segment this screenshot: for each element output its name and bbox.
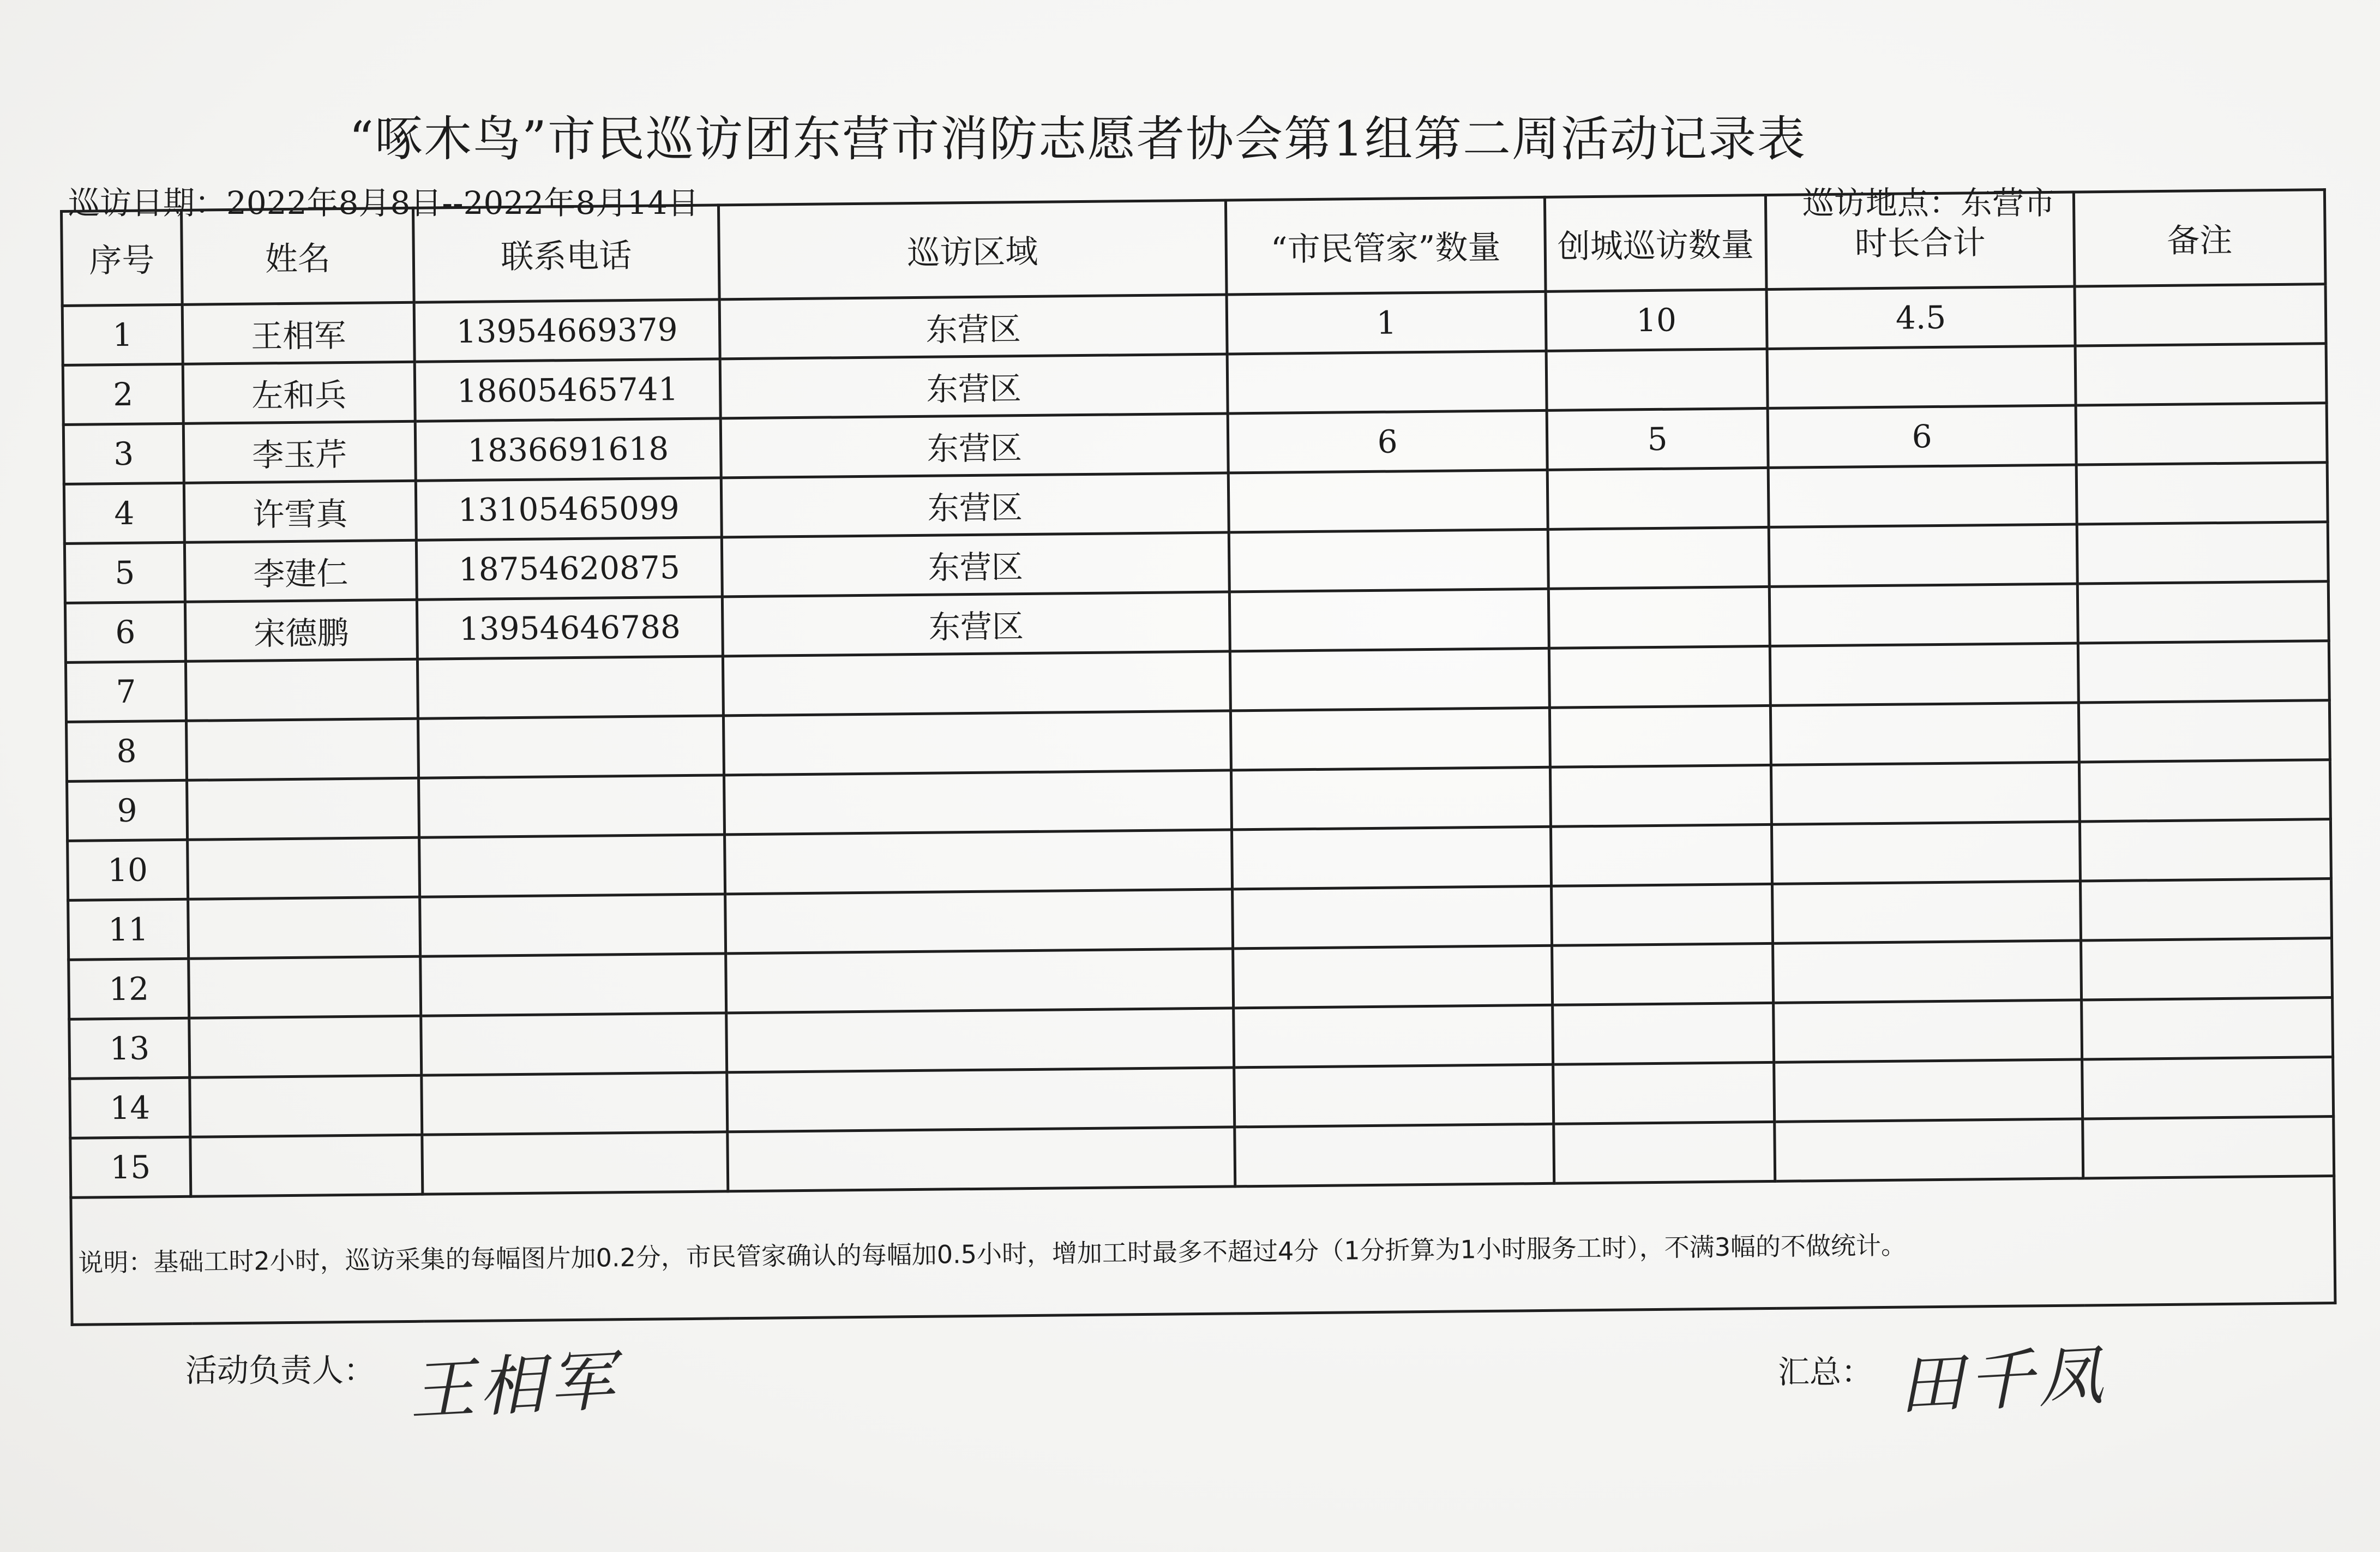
visit-area-cell	[724, 770, 1231, 835]
butler-count-cell	[1233, 886, 1552, 949]
leader-label: 活动负责人：	[185, 1352, 376, 1389]
butler-count-cell: 6	[1228, 410, 1547, 473]
member-name-cell: 王相军	[182, 302, 414, 364]
phone-number-cell	[420, 954, 726, 1016]
hours-total-cell: 4.5	[1766, 286, 2075, 349]
leader-signature: 王相军	[407, 1343, 621, 1430]
visit-area-cell: 东营区	[720, 414, 1228, 478]
col-header-butler-count: “市民管家”数量	[1225, 197, 1546, 295]
member-name-cell: 李建仁	[184, 540, 417, 602]
hours-total-cell	[1769, 584, 2078, 646]
member-name-cell	[189, 956, 421, 1018]
member-name-cell	[185, 659, 418, 721]
hours-total-cell	[1767, 346, 2076, 408]
phone-number-cell: 1836691618	[415, 418, 721, 481]
remark-cell	[2076, 463, 2328, 524]
hours-total-cell	[1771, 762, 2080, 824]
row-number-cell: 4	[64, 483, 184, 543]
butler-count-cell	[1227, 351, 1547, 414]
visit-count-cell: 10	[1546, 289, 1767, 351]
visit-count-cell	[1549, 705, 1771, 767]
hours-total-cell	[1774, 1059, 2083, 1122]
remark-cell	[2076, 403, 2327, 465]
visit-count-cell	[1552, 884, 1773, 945]
butler-count-cell	[1232, 826, 1552, 889]
visit-count-cell	[1549, 646, 1770, 708]
hours-total-cell	[1769, 524, 2077, 586]
note-text: 说明：基础工时2小时，巡访采集的每幅图片加0.2分，市民管家确认的每幅加0.5小时，增加工时最多不超过4分（1分折算为1小时服务工时），不满3幅的不做统计。	[71, 1176, 2335, 1325]
visit-area-cell	[727, 1068, 1235, 1132]
butler-count-cell	[1234, 1064, 1554, 1127]
table-body	[62, 284, 2334, 1198]
butler-count-cell	[1230, 708, 1550, 770]
butler-count-cell	[1234, 1005, 1553, 1068]
visit-area-cell	[728, 1127, 1235, 1191]
row-number-cell: 11	[68, 899, 189, 960]
visit-count-cell	[1546, 349, 1768, 410]
visit-count-cell	[1552, 943, 1774, 1005]
col-header-area: 巡访区域	[718, 200, 1227, 299]
remark-cell	[2075, 284, 2326, 346]
record-table-wrap	[60, 188, 2334, 1329]
remark-cell	[2080, 879, 2331, 940]
butler-count-cell	[1233, 945, 1553, 1008]
col-header-remark: 备注	[2074, 190, 2325, 286]
row-number-cell: 8	[67, 721, 187, 781]
phone-number-cell: 13105465099	[416, 478, 722, 540]
visit-area-cell	[723, 711, 1231, 775]
remark-cell	[2077, 582, 2329, 643]
visit-area-cell: 东营区	[722, 532, 1229, 597]
butler-count-cell	[1231, 767, 1550, 830]
butler-count-cell	[1229, 589, 1549, 651]
col-header-hours-total: 时长合计	[1765, 192, 2075, 289]
member-name-cell	[188, 897, 420, 958]
remark-cell	[2079, 760, 2330, 822]
row-number-cell: 6	[65, 602, 185, 662]
hours-total-cell	[1775, 1119, 2083, 1181]
row-number-cell: 1	[62, 304, 183, 365]
visit-count-cell	[1553, 1003, 1774, 1064]
visit-area-cell: 东营区	[720, 354, 1228, 418]
hours-total-cell	[1771, 822, 2080, 884]
row-number-cell: 3	[63, 423, 184, 484]
member-name-cell: 左和兵	[183, 362, 415, 423]
visit-area-cell	[725, 830, 1233, 894]
phone-number-cell	[418, 716, 724, 778]
row-number-cell: 9	[67, 780, 188, 841]
summary-signature: 田千凤	[1896, 1338, 2109, 1424]
remark-cell	[2080, 819, 2331, 881]
hours-total-cell	[1768, 465, 2077, 527]
hours-total-cell	[1772, 881, 2081, 943]
visit-area-cell: 东营区	[721, 473, 1229, 537]
row-number-cell: 13	[69, 1018, 190, 1078]
phone-number-cell	[422, 1072, 728, 1135]
summary-label: 汇总：	[1778, 1353, 1873, 1391]
butler-count-cell: 1	[1227, 291, 1546, 354]
visit-count-cell	[1554, 1122, 1775, 1183]
hours-total-cell	[1773, 940, 2082, 1003]
visit-count-cell	[1550, 824, 1772, 886]
row-number-cell: 14	[70, 1077, 190, 1138]
row-number-cell: 12	[69, 958, 189, 1019]
visit-area-cell	[726, 1008, 1234, 1072]
hours-total-cell: 6	[1768, 405, 2076, 468]
visit-location: 巡访地点：东营市	[1802, 184, 2056, 221]
col-header-no: 序号	[62, 210, 183, 305]
hours-total-cell	[1770, 643, 2078, 705]
remark-cell	[2083, 1117, 2334, 1178]
butler-count-cell	[1230, 648, 1549, 711]
remark-cell	[2082, 1057, 2334, 1119]
visit-count-cell	[1547, 468, 1769, 529]
member-name-cell	[189, 1016, 422, 1077]
remark-cell	[2077, 522, 2328, 584]
butler-count-cell	[1235, 1124, 1554, 1187]
phone-number-cell	[419, 835, 725, 897]
butler-count-cell	[1228, 470, 1548, 532]
member-name-cell	[190, 1135, 423, 1196]
member-name-cell: 宋德鹏	[185, 600, 417, 661]
visit-area-cell: 东营区	[722, 592, 1230, 656]
row-number-cell: 2	[63, 364, 183, 424]
remark-cell	[2081, 938, 2333, 1000]
remark-cell	[2075, 344, 2327, 405]
phone-number-cell: 13954646788	[417, 597, 723, 659]
member-name-cell: 李玉芹	[183, 421, 416, 483]
row-number-cell: 15	[70, 1137, 191, 1197]
visit-count-cell	[1553, 1062, 1775, 1124]
note-row	[71, 1176, 2335, 1325]
phone-number-cell	[421, 1013, 727, 1075]
remark-cell	[2078, 700, 2330, 762]
visit-count-cell: 5	[1547, 408, 1768, 470]
remark-cell	[2082, 998, 2333, 1059]
page-title: “啄木鸟”市民巡访团东营市消防志愿者协会第1组第二周活动记录表	[349, 111, 1806, 167]
member-name-cell	[186, 718, 418, 780]
visit-count-cell	[1550, 765, 1771, 826]
visit-date: 巡访日期：2022年8月8日--2022年8月14日	[68, 184, 699, 221]
row-number-cell: 5	[64, 542, 185, 603]
butler-count-cell	[1229, 529, 1548, 592]
col-header-name: 姓名	[182, 208, 414, 304]
member-name-cell	[187, 778, 419, 840]
member-name-cell	[188, 837, 420, 899]
member-name-cell: 许雪真	[184, 481, 416, 542]
member-name-cell	[190, 1075, 422, 1137]
visit-area-cell	[725, 889, 1233, 954]
phone-number-cell	[417, 656, 723, 718]
visit-area-cell: 东营区	[719, 295, 1227, 359]
phone-number-cell: 18605465741	[414, 359, 720, 421]
visit-area-cell	[726, 949, 1234, 1013]
record-table	[60, 188, 2336, 1326]
hours-total-cell	[1770, 703, 2079, 765]
row-number-cell: 10	[68, 840, 188, 900]
col-header-visit-count: 创城巡访数量	[1544, 195, 1766, 291]
visit-count-cell	[1548, 586, 1770, 648]
visit-area-cell	[723, 651, 1230, 716]
hours-total-cell	[1774, 1000, 2082, 1062]
phone-number-cell	[419, 775, 725, 837]
row-number-cell: 7	[65, 661, 186, 722]
phone-number-cell: 13954669379	[414, 299, 720, 362]
visit-count-cell	[1548, 527, 1769, 589]
phone-number-cell	[422, 1132, 728, 1194]
phone-number-cell	[420, 894, 726, 956]
col-header-phone: 联系电话	[413, 205, 719, 302]
phone-number-cell: 18754620875	[416, 537, 722, 600]
remark-cell	[2078, 641, 2329, 703]
